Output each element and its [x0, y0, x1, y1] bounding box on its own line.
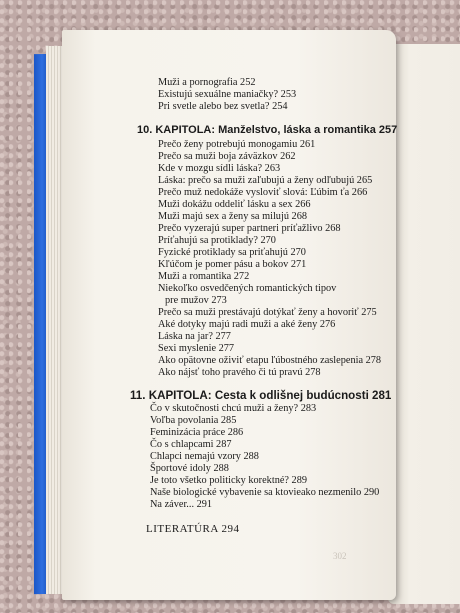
toc-entry: Aké dotyky majú radi muži a aké ženy 276 — [158, 319, 336, 330]
toc-entry: Fyzické protiklady sa priťahujú 270 — [158, 247, 306, 258]
toc-entry: Športové idoly 288 — [150, 463, 229, 474]
toc-entry: Láska na jar? 277 — [158, 331, 231, 342]
toc-entry: Na záver... 291 — [150, 499, 213, 510]
toc-entry: Čo s chlapcami 287 — [150, 439, 232, 450]
toc-entry: Kde v mozgu sídli láska? 263 — [158, 163, 281, 174]
toc-entry: Naše biologické vybavenie sa ktovieako nezmenilo 290 — [150, 487, 380, 498]
toc-entry: Pri svetle alebo bez svetla? 254 — [158, 101, 288, 112]
toc-entry: Feminizácia práce 286 — [150, 427, 244, 438]
toc-entry: Ako nájsť toho pravého či tú pravú 278 — [158, 367, 321, 378]
page-number: 302 — [333, 551, 347, 561]
toc-entry: Prečo muž nedokáže vysloviť slová: Ľúbim ťa 266 — [158, 187, 368, 198]
toc-entry: Muži dokážu oddeliť lásku a sex 266 — [158, 199, 311, 210]
toc-entry: Muži majú sex a ženy sa milujú 268 — [158, 211, 307, 222]
literature-entry: LITERATÚRA 294 — [146, 523, 240, 535]
toc-entry: Láska: prečo sa muži zaľubujú a ženy odľubujú 265 — [158, 175, 373, 186]
toc-entry: Prečo vyzerajú super partneri príťažlivo 268 — [158, 223, 341, 234]
toc-entry: Prečo sa muži boja záväzkov 262 — [158, 151, 296, 162]
toc-entry: Príťahujú sa protiklady? 270 — [158, 235, 276, 246]
toc-entry: Niekoľko osvedčených romantických tipov — [158, 283, 337, 294]
toc-entry: Chlapci nemajú vzory 288 — [150, 451, 259, 462]
chapter-title: 10. KAPITOLA: Manželstvo, láska a romantika 257 — [137, 124, 398, 136]
chapter-title: 11. KAPITOLA: Cesta k odlišnej budúcnosti 281 — [130, 389, 392, 402]
toc-entry: Kľúčom je pomer pásu a bokov 271 — [158, 259, 307, 270]
toc-entry: Existujú sexuálne maniačky? 253 — [158, 89, 297, 100]
toc-entry: Prečo sa muži prestávajú dotýkať ženy a hovoriť 275 — [158, 307, 377, 318]
toc-entry: pre mužov 273 — [165, 295, 227, 306]
toc-entry: Je toto všetko politicky korektné? 289 — [150, 475, 307, 486]
toc-entry: Prečo ženy potrebujú monogamiu 261 — [158, 139, 316, 150]
toc-entry: Voľba povolania 285 — [150, 415, 237, 426]
toc-entry: Ako opätovne oživiť etapu ľúbostného zaslepenia 278 — [158, 355, 382, 366]
toc-entry: Muži a pornografia 252 — [158, 77, 256, 88]
toc-entry: Sexi myslenie 277 — [158, 343, 235, 354]
toc-entry: Čo v skutočnosti chcú muži a ženy? 283 — [150, 403, 317, 414]
toc-entry: Muži a romantika 272 — [158, 271, 250, 282]
